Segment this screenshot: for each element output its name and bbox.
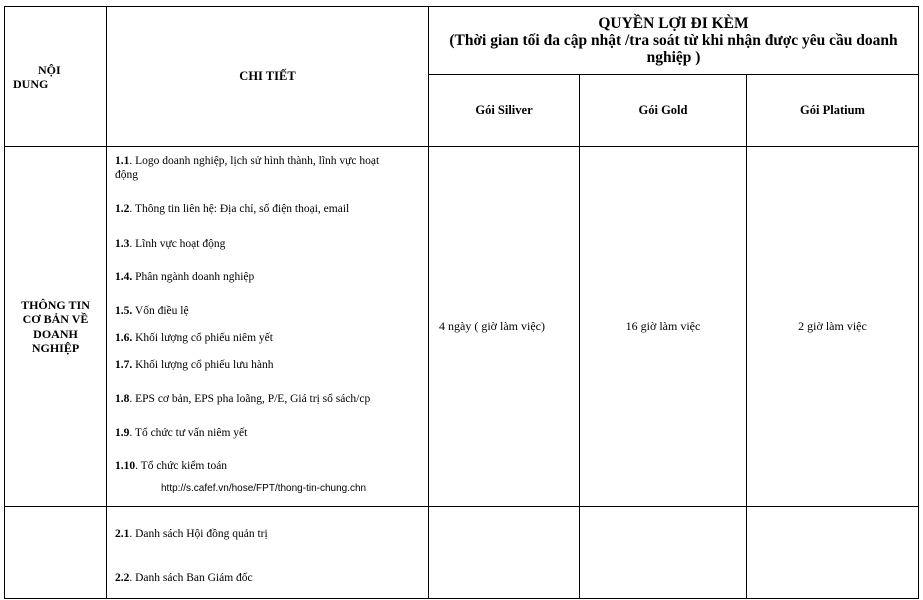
package-silver-header: Gói Siliver xyxy=(429,75,580,147)
platium-value: 2 giờ làm việc xyxy=(747,147,919,507)
category-empty xyxy=(5,507,107,599)
package-platium-header: Gói Platium xyxy=(747,75,919,147)
detail-item: 1.3. Lĩnh vực hoạt động xyxy=(115,238,226,250)
detail-item: 1.9. Tổ chức tư vấn niêm yết xyxy=(115,427,248,439)
section1-details xyxy=(107,147,429,507)
gold-value-empty xyxy=(580,507,747,599)
header-chi-tiet: CHI TIẾT xyxy=(107,7,429,147)
detail-item: 1.2. Thông tin liên hệ: Địa chỉ, số điện thoại, email xyxy=(115,203,350,215)
header-benefits xyxy=(429,7,919,75)
gold-value: 16 giờ làm việc xyxy=(580,147,747,507)
detail-item: 1.6. Khối lượng cổ phiếu niêm yết xyxy=(115,332,273,344)
detail-item: 1.4. Phân ngành doanh nghiệp xyxy=(115,271,255,283)
benefits-title: QUYỀN LỢI ĐI KÈM xyxy=(598,15,749,32)
detail-item: 1.5. Vốn điều lệ xyxy=(115,305,189,317)
detail-item: 1.10. Tổ chức kiểm toán xyxy=(115,460,228,472)
package-gold-header: Gói Gold xyxy=(580,75,747,147)
category-basic-info xyxy=(5,147,107,507)
silver-value: 4 ngày ( giờ làm việc) xyxy=(429,147,580,507)
silver-value-empty xyxy=(429,507,580,599)
category-line: DOANH xyxy=(33,326,78,341)
detail-item: 1.7. Khối lượng cổ phiếu lưu hành xyxy=(115,359,274,371)
benefits-subtitle-line2: nghiệp ) xyxy=(646,49,701,66)
section2-details xyxy=(107,507,429,599)
header-noi-dung-line1: NỘI xyxy=(38,62,61,77)
detail-item: 2.1. Danh sách Hội đồng quản trị xyxy=(115,528,268,540)
detail-item: 2.2. Danh sách Ban Giám đốc xyxy=(115,572,253,584)
category-line: THÔNG TIN xyxy=(21,297,90,312)
benefits-table xyxy=(4,6,919,599)
category-line: NGHIỆP xyxy=(31,341,80,355)
platium-value-empty xyxy=(747,507,919,599)
detail-item: 1.8. EPS cơ bản, EPS pha loãng, P/E, Giá trị sổ sách/cp xyxy=(115,393,371,405)
header-noi-dung-line2: DUNG xyxy=(13,76,49,91)
detail-item: 1.1. Logo doanh nghiệp, lịch sử hình thành, lĩnh vực hoạt động xyxy=(115,155,380,181)
source-link[interactable]: http://s.cafef.vn/hose/FPT/thong-tin-chung.chn xyxy=(161,483,367,494)
category-line: CƠ BẢN VỀ xyxy=(22,312,89,326)
header-noi-dung xyxy=(5,7,107,147)
benefits-subtitle-line1: (Thời gian tối đa cập nhật /tra soát từ khi nhận được yêu cầu doanh xyxy=(449,32,898,49)
